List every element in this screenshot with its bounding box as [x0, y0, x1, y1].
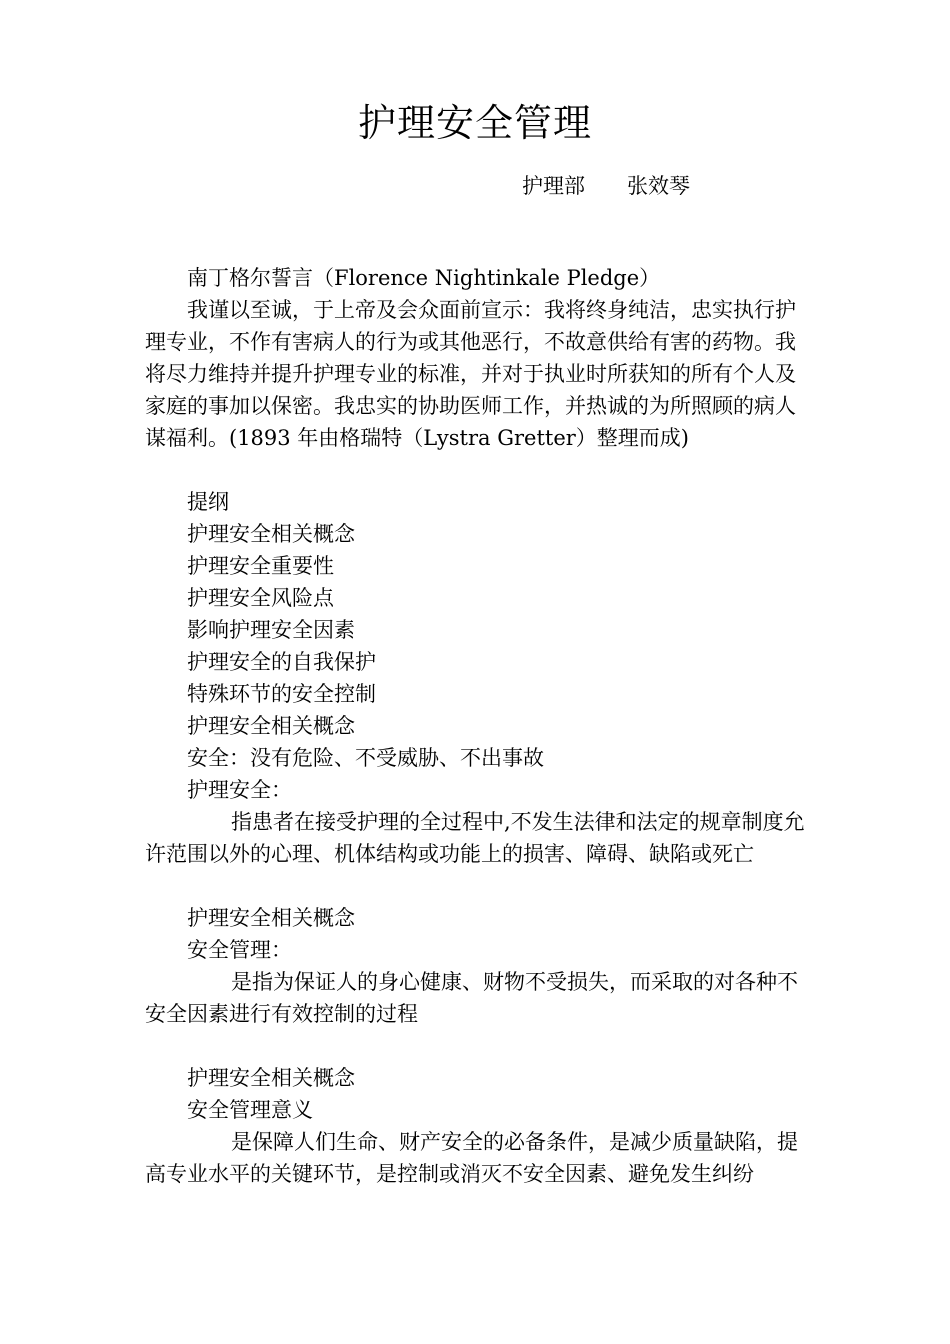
paragraph: 安全管理：: [187, 938, 292, 962]
paragraph: 指患者在接受护理的全过程中,不发生法律和法定的规章制度允许范围以外的心理、机体结构或功能上的损害、障碍、缺陷或死亡: [145, 810, 805, 866]
paragraph: 护理安全相关概念: [187, 1066, 355, 1090]
document-body: [145, 262, 807, 1190]
paragraph: 我谨以至诚，于上帝及会众面前宣示：我将终身纯洁，忠实执行护理专业，不作有害病人的行为或其他恶行，不故意供给有害的药物。我将尽力维持并提升护理专业的标准，并对于执业时所获知的所有个人及家庭的事加以保密。我忠实的协助医师工作，并热诚的为所照顾的病人谋福利。(1893 年由格瑞特（Lystra Gretter）整理而成): [145, 298, 796, 450]
paragraph: 护理安全相关概念: [187, 714, 355, 738]
paragraph: 是指为保证人的身心健康、财物不受损失，而采取的对各种不安全因素进行有效控制的过程: [145, 970, 798, 1026]
paragraph: 护理安全重要性: [187, 554, 334, 578]
paragraph: 南丁格尔誓言（Florence Nightinkale Pledge）: [187, 266, 661, 290]
paragraph: 安全管理意义: [187, 1098, 313, 1122]
paragraph: 是保障人们生命、财产安全的必备条件，是减少质量缺陷，提高专业水平的关键环节，是控制或消灭不安全因素、避免发生纠纷: [145, 1130, 798, 1186]
paragraph: 影响护理安全因素: [187, 618, 355, 642]
paragraph: 护理安全：: [187, 778, 292, 802]
paragraph: 护理安全相关概念: [187, 906, 355, 930]
paragraph-spacer: [145, 1030, 807, 1062]
paragraph: 安全：没有危险、不受威胁、不出事故: [187, 746, 544, 770]
paragraph-spacer: [145, 454, 807, 486]
paragraph: 特殊环节的安全控制: [187, 682, 376, 706]
document-title: 护理安全管理: [357, 101, 592, 145]
document-byline: 护理部 张效琴: [522, 174, 690, 198]
paragraph: 护理安全相关概念: [187, 522, 355, 546]
paragraph-spacer: [145, 870, 807, 902]
paragraph: 护理安全的自我保护: [187, 650, 376, 674]
paragraph: 护理安全风险点: [187, 586, 334, 610]
paragraph: 提纲: [187, 490, 229, 514]
